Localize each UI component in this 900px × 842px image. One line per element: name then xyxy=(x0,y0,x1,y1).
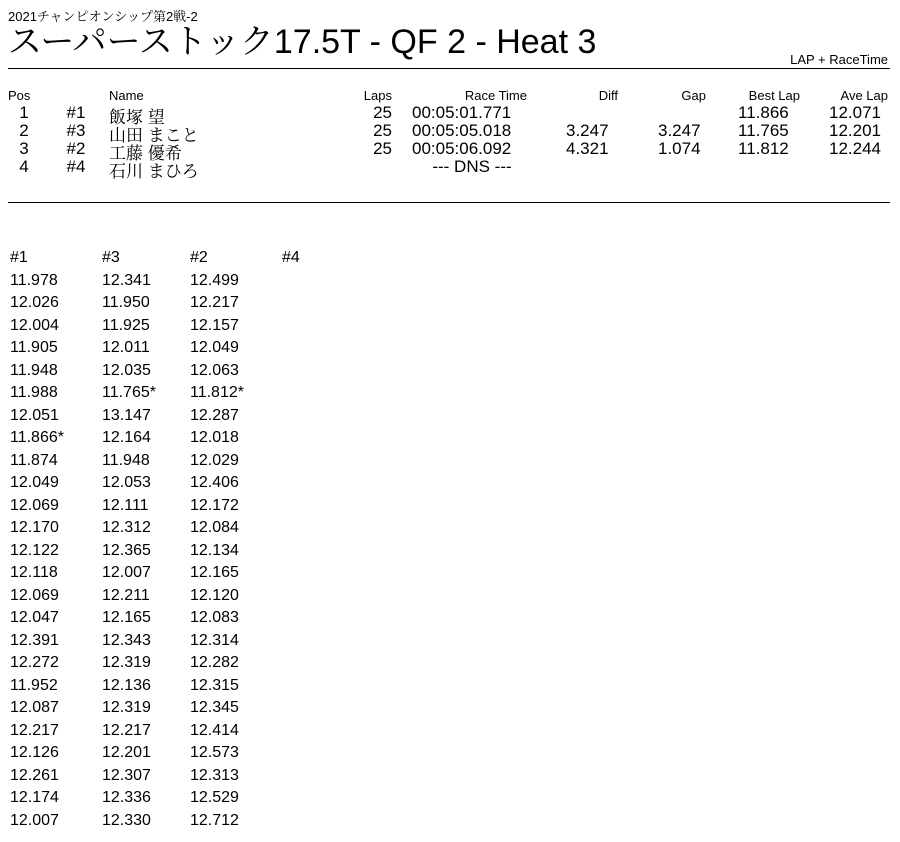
lap-time-cell: 11.925 xyxy=(102,316,150,334)
lap-time-cell: 12.134 xyxy=(190,541,239,559)
col-ave-lap: Ave Lap xyxy=(840,88,888,103)
lap-time-cell: 12.170 xyxy=(10,519,59,536)
lap-col-header: #4 xyxy=(282,249,300,266)
lap-time-cell: 12.712 xyxy=(190,811,239,829)
lap-time-cell: 12.126 xyxy=(10,744,59,761)
lap-time-cell: 12.330 xyxy=(102,811,151,829)
lap-time-cell: 12.120 xyxy=(190,586,239,604)
results-divider xyxy=(8,202,890,203)
cell-name: 飯塚 望 xyxy=(109,108,165,127)
lap-time-cell: 12.217 xyxy=(10,721,59,739)
lap-time-cell: 12.051 xyxy=(10,406,59,424)
lap-time-cell: 12.083 xyxy=(190,609,239,626)
lap-time-cell: 12.529 xyxy=(190,789,239,806)
lap-time-cell: 12.063 xyxy=(190,361,239,379)
lap-time-cell: 12.029 xyxy=(190,451,239,469)
lap-time-cell: 12.035 xyxy=(102,361,151,379)
cell-ave-lap: 12.244 xyxy=(829,139,881,158)
lap-time-cell: 12.345 xyxy=(190,699,239,716)
results-row xyxy=(0,103,900,127)
col-best-lap: Best Lap xyxy=(748,88,800,103)
col-race-time: Race Time xyxy=(464,88,527,103)
results-table xyxy=(0,88,900,181)
lap-time-cell: 12.499 xyxy=(190,271,239,289)
cell-pos: 4 xyxy=(19,157,29,176)
lap-time-cell: 12.049 xyxy=(10,474,59,491)
cell-car-number: #2 xyxy=(66,139,86,158)
cell-name: 石川 まひろ xyxy=(109,162,199,181)
col-name: Name xyxy=(109,88,144,103)
lap-time-cell: 12.312 xyxy=(102,519,151,536)
results-row xyxy=(0,121,900,145)
cell-car-number: #1 xyxy=(66,103,86,122)
report-type-label: LAP + RaceTime xyxy=(790,52,888,67)
cell-ave-lap: 12.201 xyxy=(829,121,881,140)
cell-race-time: 00:05:01.771 xyxy=(412,103,512,122)
cell-race-time: 00:05:06.092 xyxy=(412,139,512,158)
lap-time-cell: 11.765* xyxy=(102,384,156,401)
lap-col-header: #1 xyxy=(10,249,28,266)
lap-time-cell: 12.049 xyxy=(190,339,239,356)
cell-pos: 2 xyxy=(19,121,29,140)
lap-time-cell: 11.950 xyxy=(102,294,150,311)
lap-time-cell: 13.147 xyxy=(102,406,151,424)
cell-car-number: #3 xyxy=(66,121,86,140)
lap-time-cell: 12.007 xyxy=(102,564,151,581)
lap-time-cell: 12.217 xyxy=(102,721,151,739)
cell-name: 工藤 優希 xyxy=(109,144,182,163)
lap-time-cell: 12.136 xyxy=(102,676,151,694)
lap-time-cell: 12.282 xyxy=(190,654,239,671)
lap-time-cell: 12.018 xyxy=(190,429,239,446)
cell-best-lap: 11.866 xyxy=(738,103,789,122)
lap-time-cell: 12.165 xyxy=(190,564,239,581)
col-laps: Laps xyxy=(363,88,392,103)
lap-time-cell: 12.164 xyxy=(102,429,151,446)
lap-time-cell: 12.313 xyxy=(190,766,239,784)
cell-car-number: #4 xyxy=(66,157,86,176)
lap-time-cell: 12.365 xyxy=(102,541,151,559)
cell-race-time: 00:05:05.018 xyxy=(412,121,512,140)
lap-time-cell: 12.026 xyxy=(10,294,59,311)
lap-time-cell: 12.307 xyxy=(102,766,151,784)
lap-time-cell: 11.948 xyxy=(102,451,150,469)
lap-time-cell: 12.272 xyxy=(10,654,59,671)
lap-time-cell: 12.314 xyxy=(190,631,239,649)
lap-time-cell: 12.287 xyxy=(190,406,239,424)
lap-time-cell: 12.261 xyxy=(10,766,59,784)
lap-time-cell: 12.319 xyxy=(102,654,151,671)
lap-time-cell: 12.004 xyxy=(10,316,59,334)
lap-time-cell: 11.905 xyxy=(10,339,58,356)
cell-best-lap: 11.812 xyxy=(738,139,789,158)
lap-time-cell: 12.406 xyxy=(190,474,239,491)
cell-laps: 25 xyxy=(373,121,392,140)
lap-time-cell: 12.118 xyxy=(10,564,58,581)
lap-time-cell: 12.069 xyxy=(10,586,59,604)
lap-time-cell: 12.336 xyxy=(102,789,151,806)
lap-time-cell: 11.988 xyxy=(10,384,58,401)
cell-diff: 4.321 xyxy=(566,139,609,158)
lap-time-cell: 12.111 xyxy=(102,496,149,514)
lap-time-cell: 12.069 xyxy=(10,496,59,514)
lap-time-cell: 12.414 xyxy=(190,721,239,739)
cell-gap: 3.247 xyxy=(658,121,701,140)
lap-time-cell: 12.573 xyxy=(190,744,239,761)
col-diff: Diff xyxy=(598,88,618,103)
lap-time-cell: 11.948 xyxy=(10,361,58,379)
cell-laps: 25 xyxy=(373,139,392,158)
lap-time-cell: 12.211 xyxy=(102,586,150,604)
lap-time-cell: 12.157 xyxy=(190,316,239,334)
cell-pos: 1 xyxy=(19,103,29,122)
lap-time-cell: 12.343 xyxy=(102,631,151,649)
lap-time-cell: 12.217 xyxy=(190,294,239,311)
lap-time-cell: 11.978 xyxy=(10,271,58,289)
header-divider xyxy=(8,68,890,69)
cell-pos: 3 xyxy=(19,139,29,158)
lap-time-cell: 12.341 xyxy=(102,271,151,289)
results-header-row xyxy=(0,88,900,103)
cell-name: 山田 まこと xyxy=(109,126,199,145)
lap-time-cell: 12.122 xyxy=(10,541,59,559)
lap-time-cell: 12.053 xyxy=(102,474,151,491)
cell-ave-lap: 12.071 xyxy=(829,103,881,122)
cell-best-lap: 11.765 xyxy=(738,121,789,140)
results-row-dns xyxy=(0,157,900,181)
lap-time-cell: 12.165 xyxy=(102,609,151,626)
cell-laps: 25 xyxy=(373,103,392,122)
results-row xyxy=(0,139,900,163)
col-pos: Pos xyxy=(8,88,31,103)
cell-gap: 1.074 xyxy=(658,139,701,158)
cell-dns-status: --- DNS --- xyxy=(432,157,512,176)
lap-time-cell: 12.319 xyxy=(102,699,151,716)
event-name: 2021チャンピオンシップ第2戦-2 xyxy=(8,9,198,24)
lap-time-cell: 12.007 xyxy=(10,811,59,829)
lap-time-cell: 12.315 xyxy=(190,676,239,694)
lap-time-cell: 11.952 xyxy=(10,676,58,694)
lap-time-cell: 12.391 xyxy=(10,631,59,649)
lap-time-cell: 11.874 xyxy=(10,451,58,469)
lap-time-cell: 12.201 xyxy=(102,744,151,761)
lap-time-cell: 11.866* xyxy=(10,429,64,446)
page-title: スーパーストック17.5T - QF 2 - Heat 3 xyxy=(8,23,597,61)
lap-col-header: #2 xyxy=(190,249,208,266)
lap-time-cell: 12.011 xyxy=(102,339,150,356)
lap-time-cell: 12.084 xyxy=(190,519,239,536)
lap-col-header: #3 xyxy=(102,249,120,266)
lap-time-cell: 12.047 xyxy=(10,609,59,626)
cell-diff: 3.247 xyxy=(566,121,609,140)
col-gap: Gap xyxy=(681,88,706,103)
lap-time-cell: 12.174 xyxy=(10,789,59,806)
lap-time-cell: 11.812* xyxy=(190,384,244,401)
lap-time-cell: 12.087 xyxy=(10,699,59,716)
lap-time-cell: 12.172 xyxy=(190,496,239,514)
